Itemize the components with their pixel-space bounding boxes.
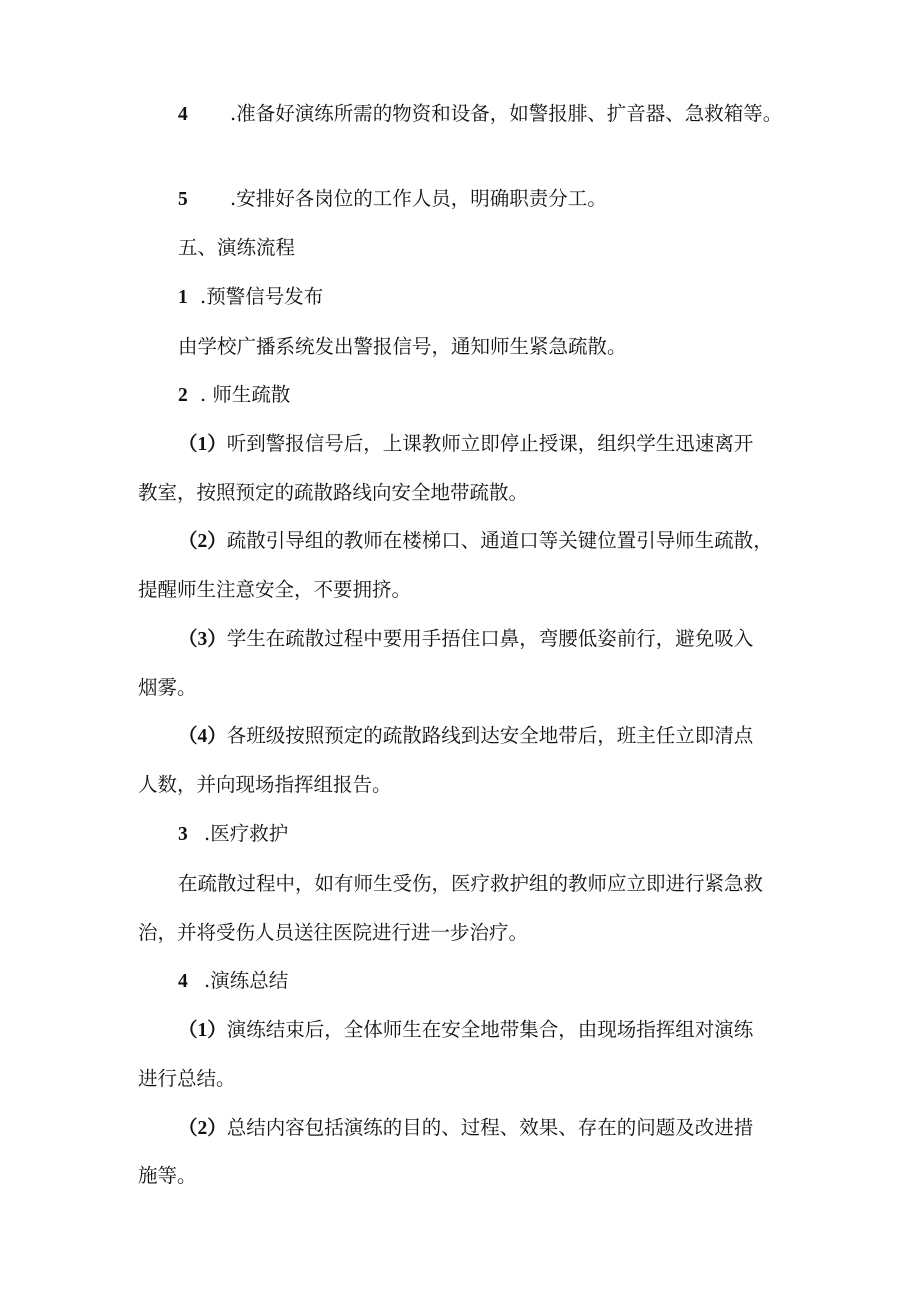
step-2-sub-2-line-1 (178, 529, 773, 554)
step-3-number: 3 (178, 824, 188, 845)
step-1-body: 由学校广播系统发出警报信号，通知师生紧急疏散。 (178, 335, 627, 358)
prep-item-4-text: .准备好演练所需的物资和设备，如警报腓、扩音器、急救箱等。 (230, 102, 783, 125)
prep-item-5-text: .安排好各岗位的工作人员，明确职责分工。 (230, 187, 607, 210)
step-2-sub-2-line-2: 提醒师生注意安全，不要拥挤。 (138, 578, 412, 601)
prep-item-5-number: 5 (178, 189, 188, 210)
prep-item-5 (178, 187, 607, 212)
step-4-title: .演练总结 (204, 969, 289, 992)
step-4-sub-1-marker: （1） (178, 1020, 227, 1041)
step-2-sub-4-line-1 (178, 724, 753, 749)
step-2-sub-3-line-2: 烟雾。 (138, 676, 197, 699)
step-2-sub-3-text: 学生在疏散过程中要用手捂住口鼻，弯腰低姿前行，避免吸入 (226, 627, 754, 650)
step-4-sub-2-text: 总结内容包括演练的目的、过程、效果、存在的问题及改进措 (226, 1116, 754, 1139)
step-4-sub-1-text: 演练结束后，全体师生在安全地带集合，由现场指挥组对演练 (226, 1018, 754, 1041)
step-2-sub-1-line-1 (178, 432, 753, 457)
step-3-body-line-2: 治，并将受伤人员送往医院进行进一步治疗。 (138, 921, 529, 944)
step-2-sub-4-text: 各班级按照预定的疏散路线到达安全地带后，班主任立即清点 (226, 724, 754, 747)
step-3-body-line-1: 在疏散过程中，如有师生受伤，医疗救护组的教师应立即进行紧急救 (178, 872, 764, 895)
prep-item-4 (178, 102, 782, 127)
step-2-sub-4-line-2: 人数，并向现场指挥组报告。 (138, 773, 392, 796)
step-3-heading (178, 822, 288, 847)
step-2-sub-2-marker: （2） (178, 531, 227, 552)
step-2-sub-4-marker: （4） (178, 726, 227, 747)
step-4-heading (178, 969, 288, 994)
step-4-sub-1-line-2: 进行总结。 (138, 1067, 236, 1090)
step-2-sub-3-marker: （3） (178, 629, 227, 650)
step-2-sub-1-text: 听到警报信号后，上课教师立即停止授课，组织学生迅速离开 (226, 432, 754, 455)
step-2-title: . 师生疏散 (200, 383, 291, 406)
step-2-number: 2 (178, 385, 188, 406)
step-4-sub-2-line-2: 施等。 (138, 1164, 197, 1187)
step-4-sub-2-marker: （2） (178, 1118, 227, 1139)
step-4-sub-2-line-1 (178, 1116, 753, 1141)
step-2-heading (178, 383, 290, 408)
step-4-sub-1-line-1 (178, 1018, 753, 1043)
step-2-sub-3-line-1 (178, 627, 753, 652)
step-3-title: .医疗救护 (204, 822, 289, 845)
step-1-heading (178, 285, 323, 310)
step-2-sub-1-line-2: 教室，按照预定的疏散路线向安全地带疏散。 (138, 481, 529, 504)
step-1-number: 1 (178, 287, 188, 308)
prep-item-4-number: 4 (178, 104, 188, 125)
section-heading: 五、演练流程 (178, 236, 296, 259)
step-2-sub-1-marker: （1） (178, 434, 227, 455)
step-4-number: 4 (178, 971, 188, 992)
step-2-sub-2-text: 疏散引导组的教师在楼梯口、通道口等关键位置引导师生疏散， (226, 529, 773, 552)
step-1-title: .预警信号发布 (200, 285, 324, 308)
